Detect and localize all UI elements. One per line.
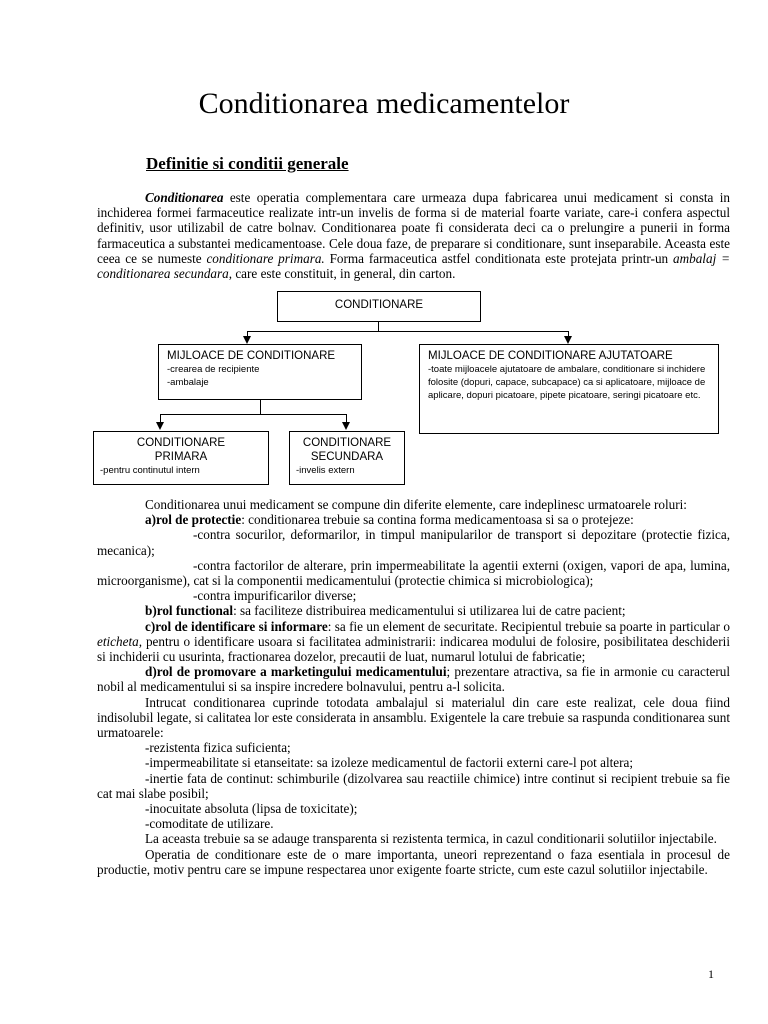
diagram-left-box: MIJLOACE DE CONDITIONARE -crearea de recipiente -ambalaje bbox=[158, 344, 362, 400]
page-title: Conditionarea medicamentelor bbox=[198, 87, 570, 120]
page-number: 1 bbox=[708, 967, 714, 981]
arrow-head bbox=[243, 336, 251, 344]
intro-paragraph: Conditionarea este operatia complementara care urmeaza dupa fabricarea unui medicament si consta in inchiderea formei farmaceutice realizate intr-un invelis de forma si de material foarte variate, care-i confera aspectul definitiv, usor utilizabil de catre bolnav. Conditionarea poate fi considerata deci ca o prelungire a punerii in forma farmaceutica a substantei medicamentoase. Cele doua faze, de preparare si conditionare, sunt inseparabile. Aceasta este ceea ce se numeste conditionare primara. Forma farmaceutica astfel conditionata este protejata printr-un ambalaj = conditionarea secundara, care este constituit, in general, din carton. bbox=[97, 190, 730, 282]
diagram-right-box: MIJLOACE DE CONDITIONARE AJUTATOARE -toate mijloacele ajutatoare de ambalare, conditionare si inchidere folosite (dopuri, capace, subcapace) ca si aplicatoare, mijloace de aplicare, dopuri picatoare, pipete picatoare, seringi picatoare etc. bbox=[419, 344, 719, 434]
diagram-secundara-box: CONDITIONARE SECUNDARA -invelis extern bbox=[289, 431, 405, 485]
connector-line bbox=[160, 414, 347, 415]
arrow-head bbox=[342, 422, 350, 430]
intro-term: Conditionarea bbox=[145, 190, 224, 205]
section-heading: Definitie si conditii generale bbox=[146, 154, 349, 173]
body-text: Conditionarea unui medicament se compune din diferite elemente, care indeplinesc urmatoarele roluri: a)rol de protectie: conditionarea trebuie sa contina forma medicamentoasa si sa o protejeze: -contra socurilor, deformarilor, in timpul manipularilor de transport si depozitare (protectie fizica, mecanica); -contra factorilor de alterare, prin impermeabilitate la agentii externi (oxigen, vapori de apa, lumina, microorganisme), cat si la componentii medicamentului (protectie chimica si microbiologica); -contra impurificarilor diverse; b)rol functional: sa faciliteze distribuirea medicamentului si utilizarea lui de catre pacient; c)rol de identificare si informare: sa fie un element de securitate. Recipientul trebuie sa poarte in particular o eticheta, pentru o identificare usoara si facilitatea administrarii: indicarea modului de folosire, posibilitatea deschiderii si inchiderii cu usurinta, fractionarea dozelor, precautii de luat, numarul lotului de fabricatie; d)rol de promovare a marketingului medicamentului; prezentare atractiva, sa fie in armonie cu caracterul nobil al medicamentului si sa inspire incredere bolnavului, pentru a-l solicita. Intrucat conditionarea cuprinde totodata ambalajul si materialul din care este realizat, cele doua fiind indisolubil legate, si calitatea lor este considerata in ansamblu. Exigentele la care trebuie sa raspunda conditionarea sunt urmatoarele: -rezistenta fizica suficienta; -impermeabilitate si etanseitate: sa izoleze medicamentul de factorii externi care-l pot altera; -inertie fata de continut: schimburile (dizolvarea sau reactiile chimice) intre continut si recipient trebuie sa fie cat mai slabe posibil; -inocuitate absoluta (lipsa de toxicitate); -comoditate de utilizare. La aceasta trebuie sa se adauge transparenta si rezistenta termica, in cazul conditionarii solutiilor injectabile. Operatia de conditionare este de o mare importanta, uneori reprezentand o faza esentiala in procesul de productie, motiv pentru care se impune respectarea unor exigente foarte stricte, cum este cazul solutiilor injectabile. bbox=[97, 497, 730, 877]
diagram-primara-box: CONDITIONARE PRIMARA -pentru continutul intern bbox=[93, 431, 269, 485]
arrow-head bbox=[156, 422, 164, 430]
connector-line bbox=[260, 400, 261, 415]
connector-line bbox=[247, 331, 569, 332]
arrow-head bbox=[564, 336, 572, 344]
diagram-root-box: CONDITIONARE bbox=[277, 291, 481, 322]
